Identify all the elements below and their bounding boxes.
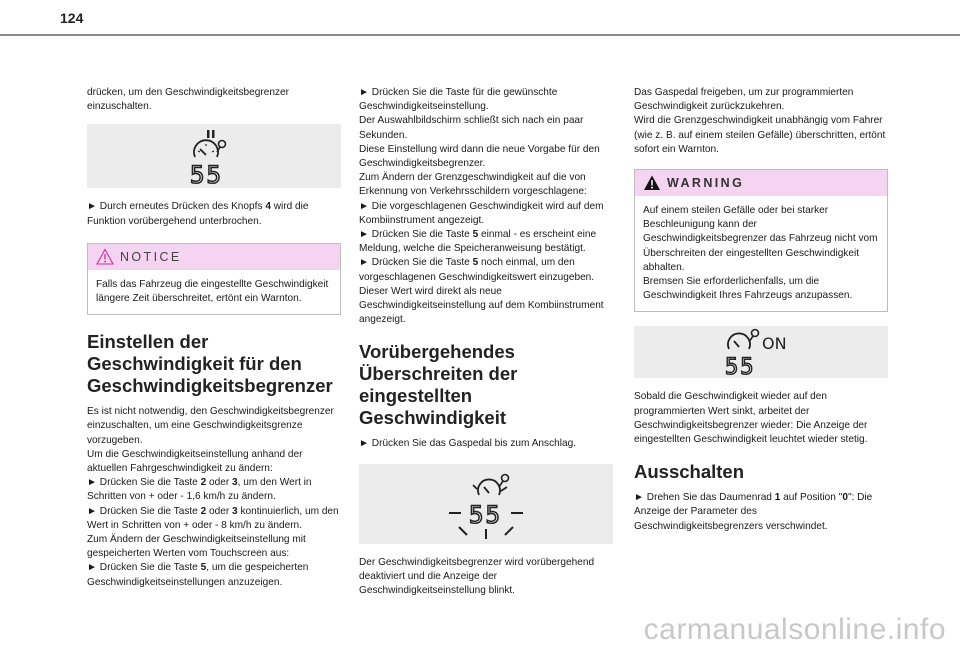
speed-limiter-on-icon [721,327,801,377]
page-number: 124 [60,10,84,26]
notice-text: Falls das Fahrzeug die eingestellte Geschwindigkeit längere Zeit überschreitet, ertönt ein Warnton. [96,278,329,305]
col1-intro: drücken, um den Geschwindigkeitsbegrenzer einzuschalten. [87,87,289,113]
column-1 [87,86,341,590]
col2-step: ► Drücken Sie das Gaspedal bis zum Anschlag. [359,438,577,450]
col2-after-icon: Der Geschwindigkeitsbegrenzer wird vorübergehend deaktiviert und die Anzeige der Geschwindigkeitseinstellung blinkt. [359,556,595,597]
warning-triangle-icon [643,174,661,191]
column-2 [359,86,613,598]
speed-value-55-blinking: 55 [469,500,502,529]
column-3 [634,86,888,534]
speed-limiter-paused-icon [184,127,244,185]
speed-limiter-blinking-icon [441,467,531,541]
section-heading-exceed: Vorübergehendes Überschreiten der eingestellten Geschwindigkeit [359,341,518,429]
warning-box [634,169,888,312]
limiter-on-icon-box [634,326,888,378]
notice-header [88,244,340,270]
col1-body: Es ist nicht notwendig, den Geschwindigkeitsbegrenzer einzuschalten, um eine Geschwindigkeitsgrenze vorzugeben. Um die Geschwindigkeitseinstellung anhand der aktuellen Fahrgeschwindigkeit zu ändern: ► Drücken Sie die Taste 2 oder 3, um den Wert in Schritten von + oder - 1,6 km/h zu ändern. ► Drücken Sie die Taste 2 oder 3 kontinuierlich, um den Wert in Schritten von + oder - 8 km/h zu ändern. Zum Ändern der Geschwindigkeitseinstellung mit gespeicherten Werten vom Touchscreen aus: ► Drücken Sie die Taste 5, um die gespeicherten Geschwindigkeitseinstellungen anzuzeigen. [87,406,339,588]
speed-value-55: 55 [190,161,223,186]
header-rule [0,34,960,36]
warning-title: WARNING [667,175,745,190]
limiter-blinking-icon-box [359,464,613,544]
speed-value-55-on: 55 [725,355,756,378]
warning-triangle-icon [96,248,114,265]
limiter-paused-icon-box [87,124,341,188]
col3-intro: Das Gaspedal freigeben, um zur programmierten Geschwindigkeit zurückzukehren. Wird die Grenzgeschwindigkeit unabhängig vom Fahrer (wie z. B. auf einem steilen Gefälle) überschritten, ertönt sofort ein Warnton. [634,87,886,155]
warning-text: Auf einem steilen Gefälle oder bei starker Beschleunigung kann der Geschwindigkeitsbegrenzer das Fahrzeug nicht vom Überschreiten der eingestellten Geschwindigkeit abhalten. Bremsen Sie erforderlichenfalls, um die Geschwindigkeit Ihres Fahrzeugs anzupassen. [643,205,878,302]
notice-box [87,243,341,315]
watermark: carmanualsonline.info [643,613,946,646]
col3-step: ► Drehen Sie das Daumenrad 1 auf Position "0": Die Anzeige der Parameter des Geschwindigkeitsbegrenzers verschwindet. [634,492,873,532]
col2-body: ► Drücken Sie die Taste für die gewünschte Geschwindigkeitseinstellung. Der Auswahlbildschirm schließt sich nach ein paar Sekunden. Diese Einstellung wird dann die neue Vorgabe für den Geschwindigkeitsbegrenzer. Zum Ändern der Grenzgeschwindigkeit auf die von Erkennung von Verkehrsschildern vorgeschlagene: ► Die vorgeschlagenen Geschwindigkeit wird auf dem Kombiinstrument angezeigt. ► Drücken Sie die Taste 5 einmal - es erscheint eine Meldung, welche die Speicheranweisung bestätigt. ► Drücken Sie die Taste 5 noch einmal, um den vorgeschlagenen Geschwindigkeitswert einzugeben. Dieser Wert wird direkt als neue Geschwindigkeitseinstellung auf dem Kombiinstrument angezeigt. [359,87,604,326]
section-heading-set-speed: Einstellen der Geschwindigkeit für den Geschwindigkeitsbegrenzer [87,331,333,397]
col1-step1: ► Durch erneutes Drücken des Knopfs 4 wird die Funktion vorübergehend unterbrochen. [87,201,309,227]
notice-title: NOTICE [120,249,182,264]
section-heading-switch-off: Ausschalten [634,461,745,483]
warning-header [635,170,887,196]
on-label: ON [762,334,787,354]
col3-after-icon: Sobald die Geschwindigkeit wieder auf den programmierten Wert sinkt, arbeitet der Geschwindigkeitsbegrenzer wieder: Die Anzeige der eingestellten Geschwindigkeit leuchtet wieder stetig. [634,391,868,446]
